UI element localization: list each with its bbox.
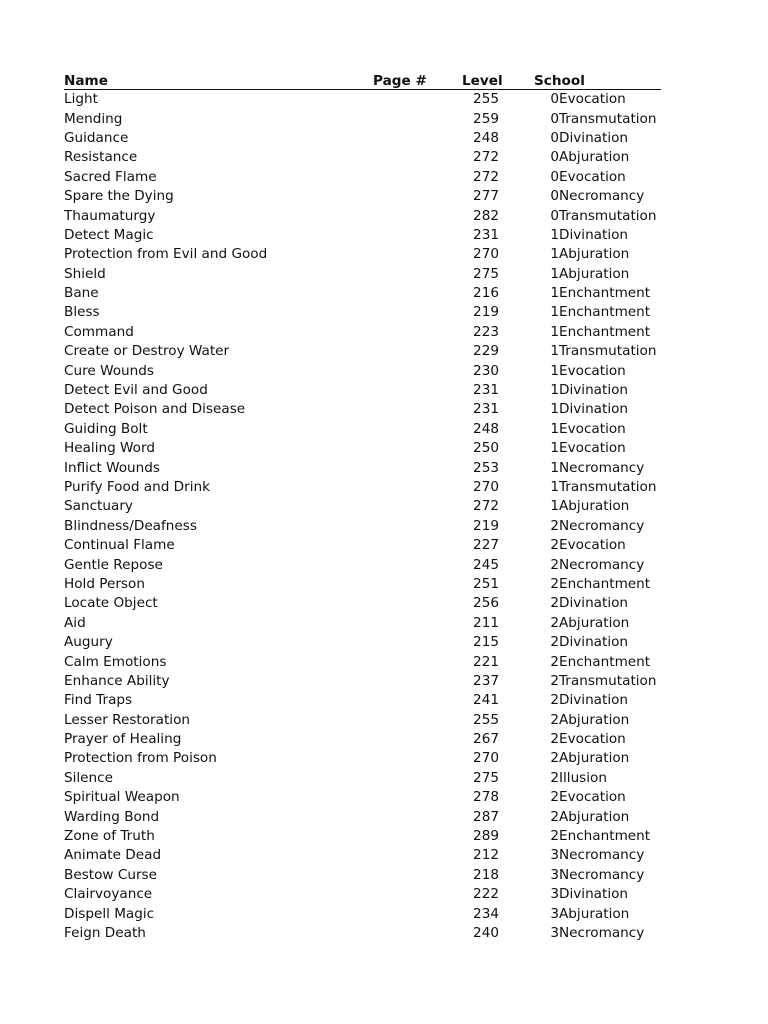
spell-name-cell: Detect Magic [64, 226, 154, 243]
column-header-school: School [559, 69, 661, 90]
spell-school-cell: Abjuration [559, 711, 630, 728]
spell-name-cell: Calm Emotions [64, 653, 167, 670]
spell-name-cell: Detect Evil and Good [64, 382, 208, 399]
spell-level-cell: 1 [550, 343, 559, 360]
table-row [64, 904, 661, 923]
spell-name-cell: Hold Person [64, 575, 145, 592]
table-row [64, 168, 661, 187]
spell-level-cell: 2 [550, 595, 559, 612]
page-number-cell: 215 [473, 634, 499, 651]
spell-level-cell: 1 [550, 226, 559, 243]
spell-name-cell: Sanctuary [64, 498, 133, 515]
spell-name-cell: Cure Wounds [64, 362, 154, 379]
spell-school-cell: Necromancy [559, 517, 645, 534]
spell-level-cell: 0 [550, 110, 559, 127]
page-number-cell: 256 [473, 595, 499, 612]
page-number-cell: 245 [473, 556, 499, 573]
page-number-cell: 223 [473, 323, 499, 340]
page-number-cell: 222 [473, 886, 499, 903]
table-row [64, 400, 661, 419]
spell-level-cell: 1 [550, 440, 559, 457]
page-number-cell: 255 [473, 91, 499, 108]
spell-level-cell: 1 [550, 323, 559, 340]
spell-name-cell: Animate Dead [64, 847, 162, 864]
spell-level-cell: 0 [550, 207, 559, 224]
spell-name-cell: Purify Food and Drink [64, 479, 210, 495]
spell-level-cell: 2 [550, 731, 559, 748]
table-row [64, 749, 661, 768]
spell-school-cell: Divination [559, 634, 629, 651]
page-number-cell: 270 [473, 750, 499, 767]
spell-school-cell: Transmutation [559, 207, 657, 224]
page-number-cell: 219 [473, 304, 499, 321]
table-row [64, 187, 661, 206]
table-row [64, 788, 661, 807]
spell-name-cell: Sacred Flame [64, 168, 157, 185]
spell-school-cell: Necromancy [559, 924, 645, 941]
spell-level-cell: 2 [550, 769, 559, 786]
spell-school-cell: Divination [559, 382, 629, 399]
spell-level-cell: 2 [550, 692, 559, 709]
table-row [64, 342, 661, 361]
page-number-cell: 250 [473, 440, 499, 457]
table-row [64, 614, 661, 633]
spell-level-cell: 1 [550, 246, 559, 263]
table-row [64, 924, 661, 943]
spell-name-cell: Command [64, 323, 134, 340]
page-number-cell: 275 [473, 265, 499, 282]
table-row [64, 90, 661, 110]
spell-level-cell: 1 [550, 265, 559, 282]
page-number-cell: 253 [473, 459, 499, 476]
spell-level-cell: 2 [550, 556, 559, 573]
page-number-cell: 282 [473, 207, 499, 224]
spell-name-cell: Lesser Restoration [64, 711, 191, 728]
spell-name-cell: Bane [64, 285, 99, 302]
table-row [64, 303, 661, 322]
page-number-cell: 255 [473, 711, 499, 728]
table-row [64, 458, 661, 477]
table-row [64, 672, 661, 691]
page-number-cell: 231 [473, 401, 499, 418]
page-number-cell: 240 [473, 924, 499, 941]
table-row [64, 109, 661, 128]
table-row [64, 497, 661, 516]
spell-level-cell: 0 [550, 129, 559, 146]
spell-name-cell: Feign Death [64, 924, 146, 941]
spell-name-cell: Continual Flame [64, 537, 175, 554]
spell-school-cell: Transmutation [559, 343, 657, 360]
spell-school-cell: Abjuration [559, 149, 630, 166]
page-number-cell: 259 [473, 110, 499, 127]
table-row [64, 129, 661, 148]
spell-level-cell: 2 [550, 517, 559, 534]
table-row [64, 711, 661, 730]
spell-name-cell: Light [64, 91, 98, 108]
spell-school-cell: Enchantment [559, 828, 651, 845]
spell-school-cell: Divination [559, 692, 629, 709]
spell-level-cell: 2 [550, 750, 559, 767]
spell-level-cell: 3 [550, 886, 559, 903]
spell-level-cell: 3 [550, 847, 559, 864]
column-header-name: Name [64, 69, 373, 90]
page-number-cell: 267 [473, 731, 499, 748]
table-row [64, 652, 661, 671]
column-header-level: Level [499, 69, 559, 90]
spell-level-cell: 2 [550, 711, 559, 728]
spell-school-cell: Divination [559, 401, 629, 418]
table-row [64, 148, 661, 167]
page-number-cell: 248 [473, 129, 499, 146]
spell-level-cell: 1 [550, 479, 559, 495]
table-row [64, 575, 661, 594]
table-row [64, 846, 661, 865]
page-number-cell: 237 [473, 672, 499, 689]
page-number-cell: 219 [473, 517, 499, 534]
table-row [64, 381, 661, 400]
spell-level-cell: 2 [550, 634, 559, 651]
spell-school-cell: Evocation [559, 789, 626, 806]
table-row [64, 323, 661, 342]
page-number-cell: 221 [473, 653, 499, 670]
spell-level-cell: 2 [550, 575, 559, 592]
spell-school-cell: Enchantment [559, 304, 651, 321]
spell-name-cell: Gentle Repose [64, 556, 163, 573]
page-number-cell: 212 [473, 847, 499, 864]
spell-level-cell: 0 [550, 149, 559, 166]
spell-level-cell: 2 [550, 537, 559, 554]
page-number-cell: 272 [473, 168, 499, 185]
table-row [64, 633, 661, 652]
spell-school-cell: Illusion [559, 769, 607, 786]
spell-level-cell: 1 [550, 459, 559, 476]
spell-name-cell: Spare the Dying [64, 188, 174, 205]
spell-name-cell: Bless [64, 304, 100, 321]
spell-level-cell: 0 [550, 188, 559, 205]
spell-level-cell: 2 [550, 653, 559, 670]
page-number-cell: 270 [473, 246, 499, 263]
spell-level-cell: 2 [550, 828, 559, 845]
spell-name-cell: Protection from Poison [64, 750, 217, 767]
spell-school-cell: Abjuration [559, 498, 630, 515]
spell-name-cell: Create or Destroy Water [64, 343, 230, 360]
spell-level-cell: 0 [550, 91, 559, 108]
spell-school-cell: Necromancy [559, 556, 645, 573]
spell-school-cell: Necromancy [559, 866, 645, 883]
page-number-cell: 241 [473, 692, 499, 709]
spell-school-cell: Abjuration [559, 905, 630, 922]
spell-level-cell: 1 [550, 304, 559, 321]
page-number-cell: 278 [473, 789, 499, 806]
spell-school-cell: Divination [559, 129, 629, 146]
spell-level-cell: 2 [550, 614, 559, 631]
spell-name-cell: Enhance Ability [64, 672, 170, 689]
page-number-cell: 272 [473, 149, 499, 166]
spell-name-cell: Shield [64, 265, 106, 282]
page-number-cell: 289 [473, 828, 499, 845]
spell-name-cell: Silence [64, 769, 113, 786]
table-row [64, 245, 661, 264]
page-number-cell: 270 [473, 479, 499, 495]
table-row [64, 594, 661, 613]
spell-level-cell: 1 [550, 498, 559, 515]
spell-school-cell: Evocation [559, 731, 626, 748]
table-row [64, 730, 661, 749]
page-number-cell: 272 [473, 498, 499, 515]
page-number-cell: 231 [473, 226, 499, 243]
spell-name-cell: Augury [64, 634, 113, 651]
table-row [64, 439, 661, 458]
spell-level-cell: 1 [550, 420, 559, 437]
spell-level-cell: 1 [550, 362, 559, 379]
table-row [64, 420, 661, 439]
spell-school-cell: Enchantment [559, 285, 651, 302]
page-number-cell: 234 [473, 905, 499, 922]
spell-table [64, 69, 661, 943]
column-header-page: Page # [373, 69, 499, 90]
spell-level-cell: 2 [550, 672, 559, 689]
spell-name-cell: Guidance [64, 129, 129, 146]
table-row [64, 265, 661, 284]
spell-school-cell: Evocation [559, 362, 626, 379]
spell-name-cell: Spiritual Weapon [64, 789, 180, 806]
spell-school-cell: Divination [559, 226, 629, 243]
spell-level-cell: 3 [550, 924, 559, 941]
page-number-cell: 277 [473, 188, 499, 205]
spell-school-cell: Abjuration [559, 614, 630, 631]
spell-rows [64, 90, 661, 944]
table-row [64, 517, 661, 536]
page-number-cell: 275 [473, 769, 499, 786]
table-row [64, 691, 661, 710]
table-row [64, 769, 661, 788]
spell-name-cell: Thaumaturgy [64, 207, 156, 224]
spell-school-cell: Divination [559, 595, 629, 612]
table-row [64, 284, 661, 303]
spell-name-cell: Locate Object [64, 595, 158, 612]
table-row [64, 361, 661, 380]
spell-name-cell: Zone of Truth [64, 828, 155, 845]
page-number-cell: 248 [473, 420, 499, 437]
spell-name-cell: Inflict Wounds [64, 459, 160, 476]
spell-name-cell: Protection from Evil and Good [64, 246, 268, 263]
spell-school-cell: Transmutation [559, 479, 657, 495]
spell-school-cell: Evocation [559, 168, 626, 185]
page-number-cell: 211 [473, 614, 499, 631]
page-number-cell: 218 [473, 866, 499, 883]
spell-name-cell: Prayer of Healing [64, 731, 182, 748]
spell-name-cell: Bestow Curse [64, 866, 157, 883]
spell-school-cell: Necromancy [559, 459, 645, 476]
spell-level-cell: 3 [550, 905, 559, 922]
page-number-cell: 229 [473, 343, 499, 360]
page-number-cell: 231 [473, 382, 499, 399]
spell-level-cell: 2 [550, 789, 559, 806]
spell-name-cell: Detect Poison and Disease [64, 401, 246, 418]
spell-name-cell: Warding Bond [64, 808, 160, 825]
page-number-cell: 287 [473, 808, 499, 825]
spell-level-cell: 1 [550, 382, 559, 399]
spell-school-cell: Enchantment [559, 653, 651, 670]
spell-school-cell: Transmutation [559, 110, 657, 127]
spell-school-cell: Evocation [559, 440, 626, 457]
spell-name-cell: Clairvoyance [64, 886, 153, 903]
spell-school-cell: Abjuration [559, 246, 630, 263]
spell-school-cell: Evocation [559, 420, 626, 437]
spell-name-cell: Blindness/Deafness [64, 517, 197, 534]
spell-school-cell: Divination [559, 886, 629, 903]
spell-name-cell: Find Traps [64, 692, 133, 709]
spell-school-cell: Enchantment [559, 575, 651, 592]
table-row [64, 478, 661, 497]
spell-name-cell: Healing Word [64, 440, 155, 457]
spell-school-cell: Evocation [559, 91, 626, 108]
spell-school-cell: Evocation [559, 537, 626, 554]
spell-school-cell: Abjuration [559, 808, 630, 825]
spell-school-cell: Necromancy [559, 847, 645, 864]
spell-name-cell: Mending [64, 110, 123, 127]
table-row [64, 555, 661, 574]
page-number-cell: 251 [473, 575, 499, 592]
table-row [64, 226, 661, 245]
header-row [64, 69, 661, 90]
spell-school-cell: Abjuration [559, 265, 630, 282]
table-row [64, 206, 661, 225]
spell-school-cell: Necromancy [559, 188, 645, 205]
page-number-cell: 216 [473, 285, 499, 302]
spell-school-cell: Enchantment [559, 323, 651, 340]
spell-level-cell: 0 [550, 168, 559, 185]
table-row [64, 866, 661, 885]
spell-level-cell: 1 [550, 401, 559, 418]
table-row [64, 827, 661, 846]
spell-name-cell: Resistance [64, 149, 138, 166]
spell-school-cell: Transmutation [559, 672, 657, 689]
table-row [64, 885, 661, 904]
page-number-cell: 230 [473, 362, 499, 379]
spell-name-cell: Aid [64, 614, 86, 631]
spell-level-cell: 2 [550, 808, 559, 825]
spell-name-cell: Dispell Magic [64, 905, 155, 922]
spell-level-cell: 3 [550, 866, 559, 883]
table-row [64, 807, 661, 826]
spell-school-cell: Abjuration [559, 750, 630, 767]
page-number-cell: 227 [473, 537, 499, 554]
spell-level-cell: 1 [550, 285, 559, 302]
table-row [64, 536, 661, 555]
spell-name-cell: Guiding Bolt [64, 420, 148, 437]
